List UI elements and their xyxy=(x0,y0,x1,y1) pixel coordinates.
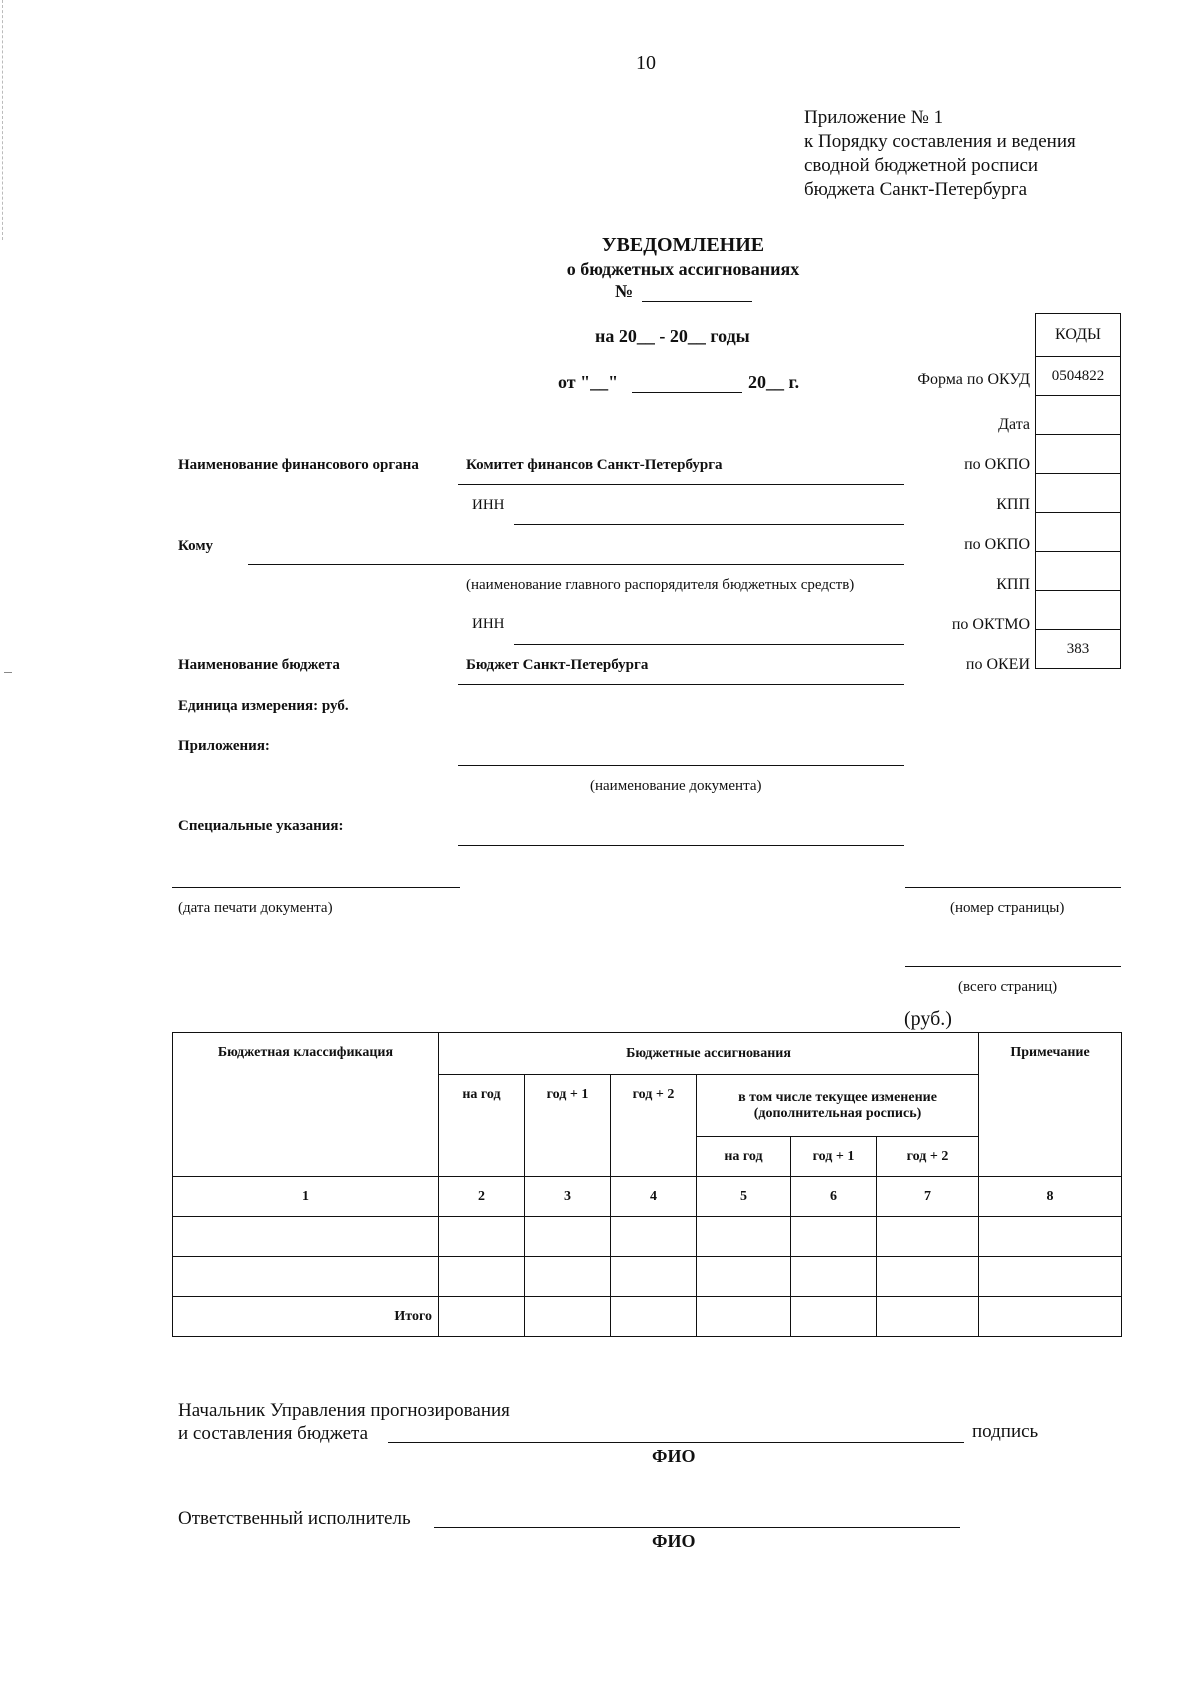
table-cell xyxy=(791,1217,877,1257)
header-cc-year2: год + 2 xyxy=(877,1137,979,1177)
appendix-line: Приложение № 1 xyxy=(804,107,944,128)
signature-word: подпись xyxy=(972,1421,1039,1442)
col-number: 2 xyxy=(439,1177,525,1217)
document-subtitle: о бюджетных ассигнованиях xyxy=(566,259,800,279)
special-label: Специальные указания: xyxy=(178,818,344,834)
label-okei: по ОКЕИ xyxy=(965,656,1030,673)
table-cell xyxy=(611,1257,697,1297)
codes-header: КОДЫ xyxy=(1036,314,1121,357)
fio-label-2: ФИО xyxy=(652,1531,696,1551)
table-row xyxy=(173,1217,1122,1257)
fio-label-1: ФИО xyxy=(652,1446,696,1466)
years-line: на 20__ - 20__ годы xyxy=(595,326,750,346)
header-year1: год + 1 xyxy=(525,1075,611,1177)
recipient-hint: (наименование главного распорядителя бюджетных средств) xyxy=(466,577,855,593)
budget-line xyxy=(458,684,904,685)
date-prefix: от "__" xyxy=(558,372,619,392)
table-cell xyxy=(525,1297,611,1337)
appendix-block xyxy=(804,106,1076,202)
executor-signature-line xyxy=(434,1527,960,1528)
head-signature-line xyxy=(388,1442,964,1443)
executor-label: Ответственный исполнитель xyxy=(178,1508,411,1529)
inn-label-2: ИНН xyxy=(472,616,505,632)
page-number-line xyxy=(905,887,1121,888)
header-year: на год xyxy=(439,1075,525,1177)
header-year2: год + 2 xyxy=(611,1075,697,1177)
attachments-hint: (наименование документа) xyxy=(590,778,762,794)
fin-organ-label: Наименование финансового органа xyxy=(178,457,419,473)
table-cell xyxy=(611,1297,697,1337)
fin-organ-value: Комитет финансов Санкт-Петербурга xyxy=(466,457,723,473)
scan-edge-tick xyxy=(4,672,12,673)
code-okpo-2 xyxy=(1036,513,1121,552)
budget-label: Наименование бюджета xyxy=(178,657,340,673)
col-number: 1 xyxy=(173,1177,439,1217)
table-cell xyxy=(979,1297,1122,1337)
to-label: Кому xyxy=(178,538,214,554)
budget-value: Бюджет Санкт-Петербурга xyxy=(466,657,649,673)
table-cell xyxy=(525,1217,611,1257)
label-okpo-2: по ОКПО xyxy=(964,536,1030,553)
header-assignments: Бюджетные ассигнования xyxy=(439,1033,979,1075)
assignments-table xyxy=(172,1032,1122,1337)
number-line xyxy=(642,301,752,302)
attachments-label: Приложения: xyxy=(178,738,270,754)
label-kpp-1: КПП xyxy=(996,496,1030,513)
table-cell xyxy=(439,1217,525,1257)
appendix-line: сводной бюджетной росписи xyxy=(804,155,1039,176)
appendix-line: бюджета Санкт-Петербурга xyxy=(804,179,1028,200)
recipient-line xyxy=(248,564,904,565)
col-number: 3 xyxy=(525,1177,611,1217)
inn-label-1: ИНН xyxy=(472,497,505,513)
table-cell xyxy=(791,1297,877,1337)
date-month-line xyxy=(632,392,742,393)
code-okpo-1 xyxy=(1036,435,1121,474)
inn-line-2 xyxy=(514,644,904,645)
total-label: Итого xyxy=(173,1297,439,1337)
label-kpp-2: КПП xyxy=(996,576,1030,593)
print-date-line xyxy=(172,887,460,888)
table-cell xyxy=(439,1297,525,1337)
label-date: Дата xyxy=(998,416,1030,433)
header-cc-year: на год xyxy=(697,1137,791,1177)
table-row xyxy=(173,1257,1122,1297)
total-pages-line xyxy=(905,966,1121,967)
table-cell xyxy=(979,1257,1122,1297)
table-cell xyxy=(877,1297,979,1337)
code-oktmo xyxy=(1036,591,1121,630)
table-cell xyxy=(697,1297,791,1337)
unit-label: Единица измерения: руб. xyxy=(178,698,349,714)
attachments-line xyxy=(458,765,904,766)
table-cell xyxy=(173,1217,439,1257)
header-current-change: в том числе текущее изменение (дополнительная роспись) xyxy=(697,1075,979,1137)
scan-edge-mark xyxy=(2,0,3,240)
code-kpp-2 xyxy=(1036,552,1121,591)
header-cc-year1: год + 1 xyxy=(791,1137,877,1177)
code-date xyxy=(1036,396,1121,435)
head-title-line2: и составления бюджета xyxy=(178,1423,369,1444)
number-label: № xyxy=(615,281,634,301)
document-title: УВЕДОМЛЕНИЕ xyxy=(601,234,765,256)
table-cell xyxy=(697,1217,791,1257)
header-classification: Бюджетная классификация xyxy=(173,1033,439,1177)
currency-label: (руб.) xyxy=(904,1008,952,1030)
table-cell xyxy=(439,1257,525,1297)
table-cell xyxy=(979,1217,1122,1257)
col-number: 8 xyxy=(979,1177,1122,1217)
print-date-hint: (дата печати документа) xyxy=(178,900,333,916)
table-cell xyxy=(791,1257,877,1297)
page-number: 10 xyxy=(636,52,656,74)
table-cell xyxy=(877,1257,979,1297)
table-total-row xyxy=(173,1297,1122,1337)
col-number: 7 xyxy=(877,1177,979,1217)
code-okud: 0504822 xyxy=(1036,357,1121,396)
fin-organ-line xyxy=(458,484,904,485)
table-cell xyxy=(525,1257,611,1297)
head-title-line1: Начальник Управления прогнозирования xyxy=(178,1400,510,1421)
total-pages-hint: (всего страниц) xyxy=(958,979,1058,995)
label-okud: Форма по ОКУД xyxy=(917,371,1030,388)
codes-table xyxy=(1035,313,1121,669)
code-kpp-1 xyxy=(1036,474,1121,513)
appendix-line: к Порядку составления и ведения xyxy=(804,131,1076,152)
code-okei: 383 xyxy=(1036,630,1121,669)
col-number: 6 xyxy=(791,1177,877,1217)
table-cell xyxy=(697,1257,791,1297)
table-cell xyxy=(611,1217,697,1257)
label-okpo-1: по ОКПО xyxy=(964,456,1030,473)
table-cell xyxy=(173,1257,439,1297)
date-suffix: 20__ г. xyxy=(748,372,800,392)
label-oktmo: по ОКТМО xyxy=(951,616,1030,633)
special-line xyxy=(458,845,904,846)
table-cell xyxy=(877,1217,979,1257)
col-number: 4 xyxy=(611,1177,697,1217)
col-number: 5 xyxy=(697,1177,791,1217)
inn-line-1 xyxy=(514,524,904,525)
header-note: Примечание xyxy=(979,1033,1122,1177)
page-number-hint: (номер страницы) xyxy=(950,900,1065,916)
